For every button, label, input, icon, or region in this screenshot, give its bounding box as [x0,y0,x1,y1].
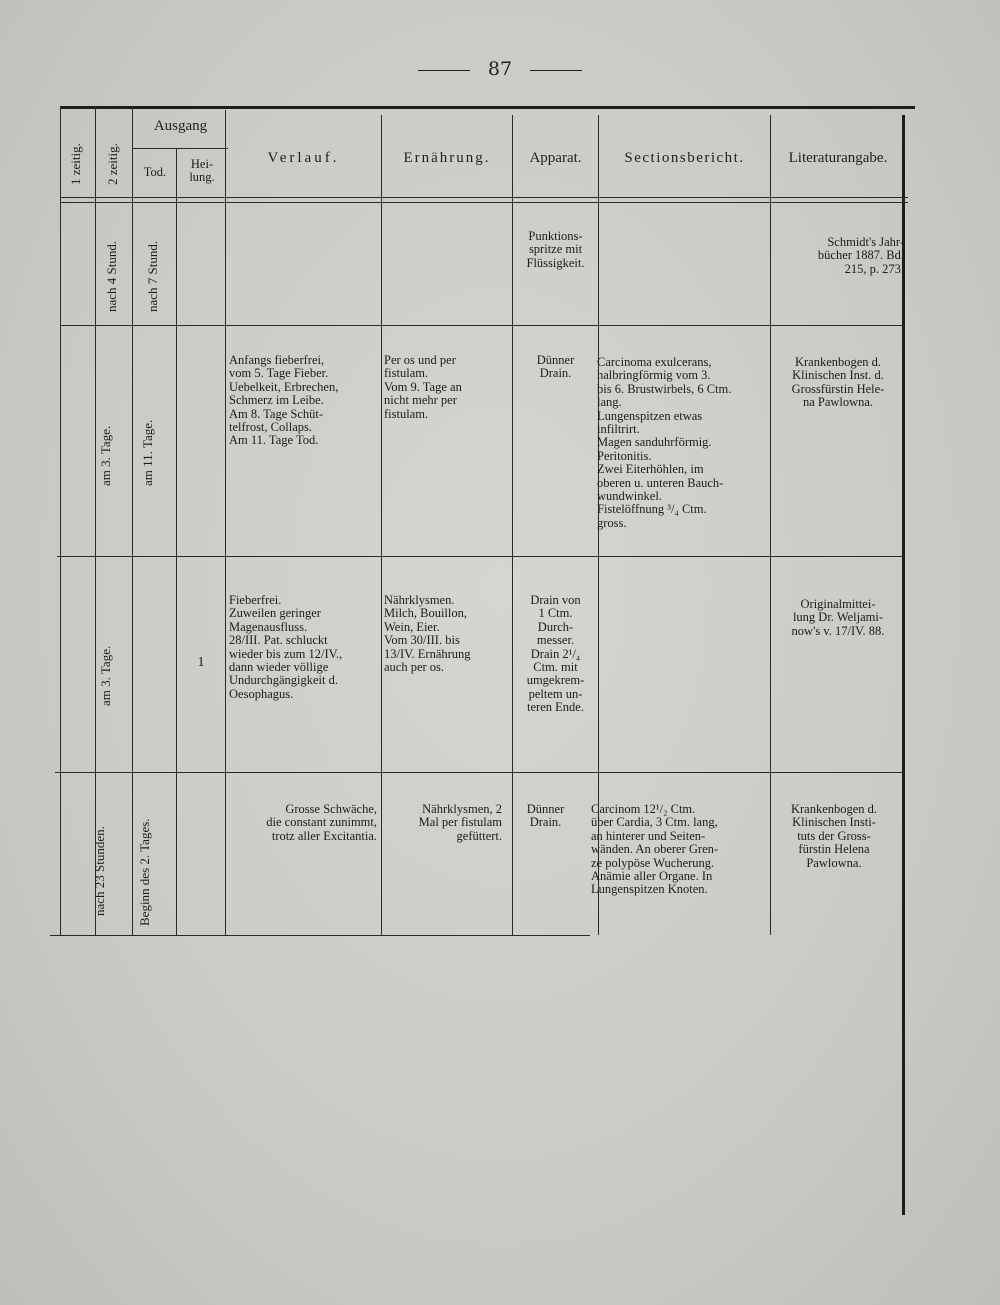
header-ernaehrung: Ernährung. [403,150,491,166]
header-apparat: Apparat. [529,150,582,166]
row-4-zeitig-1: nach 23 Stunden. [92,826,107,916]
row-3-literaturangabe: Originalmittei- lung Dr. Weljami- now's v. 17/IV. 88. [791,597,885,638]
row-2-sectionsbericht: Carcinoma exulcerans, halbringförmig vom 3. bis 6. Brustwirbels, 6 Ctm. lang. Lungenspitzen etwas infiltrirt. Magen sanduhrförmig. Peritonitis. Zwei Eiterhöhlen, im oberen u. unteren Bauch- wundwinkel. Fistelöffnung ³/₄ Ctm. gross. [597,355,732,530]
row-2-verlauf: Anfangs fieberfrei, vom 5. Tage Fieber. Uebelkeit, Erbrechen, Schmerz im Leibe. Am 8. Tage Schüt- telfrost, Collaps. Am 11. Tage Tod. [229,353,339,448]
row-3-zeitig-1: am 3. Tage. [98,645,113,706]
row-2-bottom-rule [57,556,905,557]
row-1-zeitig-1: nach 4 Stund. [104,240,119,312]
row-3-verlauf: Fieberfrei. Zuweilen geringer Magenausfluss. 28/III. Pat. schluckt wieder bis zum 12/IV., dann wieder völlige Undurchgängigkeit d. Oesophagus. [229,593,343,701]
row-2-ernaehrung: Per os und per fistulam. Vom 9. Tage an nicht mehr per fistulam. [384,353,462,421]
row-3-bottom-rule [55,772,905,773]
col-rule-4 [176,148,177,935]
header-tod: Tod. [143,165,167,179]
header-bottom-rule [60,197,908,198]
header-heilung: Hei- lung. [189,157,215,185]
row-2-literaturangabe: Krankenbogen d. Klinischen Inst. d. Grossfürstin Hele- na Pawlowna. [791,355,885,410]
row-4-apparat: Dünner Drain. [526,802,565,830]
row-4-verlauf: Grosse Schwäche, die constant zunimmt, trotz aller Excitantia. [266,802,377,843]
row-4-literaturangabe: Krankenbogen d. Klinischen Insti- tuts der Gross- fürstin Helena Pawlowna. [790,802,878,870]
row-1-apparat: Punktions- spritze mit Flüssigkeit. [526,229,585,270]
table-bottom-rule [50,935,590,936]
header-verlauf: Verlauf. [267,150,340,166]
header-literaturangabe: Literaturangabe. [788,150,888,166]
row-3-heilung: 1 [197,655,205,670]
table-top-rule [60,106,915,109]
row-1-literaturangabe: Schmidt's Jahr- bücher 1887. Bd. 215, p. 273. [817,235,904,276]
header-1-zeitig: 1 zeitig. [68,143,83,185]
row-3-ernaehrung: Nährklysmen. Milch, Bouillon, Wein, Eier. Vom 30/III. bis 13/IV. Ernährung auch per os. [384,593,471,675]
header-2-zeitig: 2 zeitig. [105,143,120,185]
row-3-apparat: Drain von 1 Ctm. Durch- messer. Drain 2¹/₄ Ctm. mit umgekrem- peltem un- teren Ende. [526,593,585,715]
table-right-rule [902,115,905,1215]
row-1-bottom-rule [60,325,905,326]
row-2-zeitig-1: am 3. Tage. [98,425,113,486]
col-rule-2 [95,106,96,936]
row-2-zeitig-2: am 11. Tage. [140,419,155,486]
row-4-ernaehrung: Nährklysmen, 2 Mal per fistulam gefüttert. [418,802,502,843]
row-4-sectionsbericht: Carcinom 12¹/₂ Ctm. über Cardia, 3 Ctm. lang, an hinterer und Seiten- wänden. An oberer Gren- ze polypöse Wucherung. Anämie aller Organe. In Lungenspitzen Knoten. [591,802,719,897]
col-rule-1 [60,106,61,936]
header-sectionsbericht: Sectionsbericht. [624,150,745,166]
col-rule-3 [132,106,133,936]
page-number: 87 [0,58,1000,80]
header-ausgang: Ausgang [153,118,208,134]
row-1-zeitig-2: nach 7 Stund. [145,240,160,312]
row-2-apparat: Dünner Drain. [536,353,575,381]
row-4-zeitig-2: Beginn des 2. Tages. [137,818,152,926]
